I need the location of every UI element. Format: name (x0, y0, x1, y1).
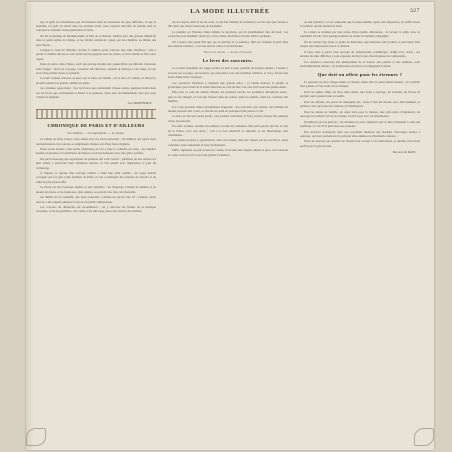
paragraph: La mode est aux fourrures légères et aux dentelles ; les chapeaux s'ornent de plumes et de nœuds de ruban, et les manteaux, plus amples, se portent avec des cols montants. (36, 185, 156, 194)
paragraph: À l'Opéra, la reprise d'un ouvrage célèbre a attiré une salle comble ; les loges étaient occupées par les plus jolies femmes de Paris, et l'on a remarqué des toilettes de velours et de satin du plus grand effet. (36, 171, 156, 184)
paragraph: Dans un autre ordre d'idées, voici un ouvrage destiné aux jeunes filles qui désirent s'instruire sans fatigue : récits de voyages, causeries sur l'histoire, conseils de ménage et de tenue, le tout écrit d'une plume alerte et agréable. (36, 62, 156, 75)
chronicle-heading: CHRONIQUE DE PARIS ET D'AILLEURS (47, 123, 145, 129)
chronicle-subheading: Les théâtres. — Les expositions. — Le monde. (67, 131, 125, 136)
paragraph: Pour les jeunes filles, un livre bien choisi, une boîte à ouvrage, un éventail, un flacon de parfum sont toujours bien accueillis. (300, 89, 420, 99)
paragraph: On ne saurait trop louer ce genre de littérature, qui intéresse sans troubler et qui laisse dans l'esprit une impression douce et durable. (300, 39, 420, 49)
decorative-rule (36, 109, 156, 119)
paragraph: Ce recueil rassemble des pages écrites au jour le jour, pendant de longues années ; l'auteur y raconte ses voyages, ses lectures, ses rencontres avec des hommes célèbres, et l'on y trouve une foule d'anecdotes curieuses. (168, 66, 288, 79)
paragraph: Enfin, signalons un joli recueil de contes, écrit dans une langue simple et pure, où la morale se cache sous le récit et ne lasse jamais l'attention. (168, 148, 288, 157)
magazine-page (26, 2, 434, 450)
paragraph: Nous ne doutons pas qu'elles ne fassent bon accueil à ces indications, et qu'elles n'en tirent profit pour la joie de tous. (300, 139, 420, 148)
author-signature: Baronne de MAIN. (392, 149, 416, 154)
paragraph: Pour les mères de famille, un objet utile pour la maison, une jolie pièce d'argenterie, un ouvrage de broderie fait de nos mains, seront reçus avec reconnaissance. (300, 109, 420, 118)
text-column-3 (300, 20, 420, 440)
magazine-title: LA MODE ILLUSTRÉE (190, 8, 270, 15)
paragraph: Plus loin, ce sont les années d'étude, les premiers succès, les premières déceptions aussi ; puis la vie s'élargit, et l'on suit l'auteur dans les salons, dans les ateliers, dans les coulisses des théâtres. (168, 90, 288, 103)
paragraph: Il y a des portraits d'une ressemblance frappante ; des écrivains, des artistes, des femmes du monde passent tour à tour, et chacun est peint en quelques traits justes et vifs. (168, 104, 288, 113)
paragraph: Les étrennes approchent ; nos lectrices nous demandent chaque année quelques indications sur les livres qui conviennent le mieux à la jeunesse. Nous leur recommandons ceux que nous venons de signaler. (36, 86, 156, 99)
paragraph: Les souvenirs d'enfance y tiennent une grande place ; la vieille maison, le jardin, la grand'mère qui contait de si belles histoires au coin du feu, tout cela revit sous une plume émue. (168, 80, 288, 89)
author-signature: Jean BERTHEROY. (127, 100, 152, 105)
paragraph: que la gaîté ne l'abandonne pas un moment dans les situations les plus difficiles, et que le baptême, tel qu'il est décrit dans les anciens récits, reste toujours une fête de famille dont le souvenir se transmet d'une génération à l'autre. (36, 20, 156, 33)
paragraph: Nous avons assisté à une soirée charmante où l'on a joué la comédie de salon ; les toilettes étaient ravissantes et la maîtresse de maison a fait les honneurs avec une grâce parfaite. (36, 147, 156, 156)
ornament-icon (414, 428, 434, 446)
ornament-icon (26, 428, 46, 446)
paragraph: On y trouve une jeune fille qui, par sa douceur et sa patience, finit par ramener la paix dans une maison troublée ; c'est une lecture saine et réconfortante. (168, 39, 288, 49)
paragraph: Le premier est l'histoire d'une famille de province, qui vit paisiblement loin du bruit ; les caractères sont finement observés, et les scènes d'intérieur ont une vérité touchante. (168, 29, 288, 39)
paragraph: Il nous reste à parler d'un ouvrage de vulgarisation scientifique, rédigé avec clarté ; les notions les plus difficiles y sont exposées de façon que chacun puisse les comprendre. (300, 49, 420, 58)
paragraph: On dit le mariage de Mademoiselle, la fille de la maison, célébré avec une grande simplicité dans la petite église du village, et les invités rentrèrent à pied, par les chemins, au milieu des prés fleuris. (36, 34, 156, 47)
paragraph: Pour les enfants, les jouets ne manquent pas ; mais il faut les choisir avec discernement, et préférer ceux qui exercent l'adresse et l'intelligence. (300, 99, 420, 109)
page-number: 327 (409, 8, 420, 14)
paragraph: On parle beaucoup des expositions de peinture qui vont s'ouvrir ; plusieurs de nos artistes les plus aimés y enverront leurs dernières œuvres, et l'on attend avec impatience le jour du vernissage. (36, 157, 156, 170)
binding-shadow (26, 2, 34, 450)
paragraph: Au théâtre de la Comédie, une pièce nouvelle a obtenu un succès très vif ; l'auteur, jeune encore, a été rappelé plusieurs fois par un public enthousiaste. (36, 195, 156, 204)
text-column-2 (168, 20, 288, 440)
paragraph: N'oublions pas les pauvres ; les étrennes ne sont complètes que si elles s'étendent à ceux qui souffrent, et c'est là le plus beau des présents. (300, 119, 420, 128)
paragraph: Les chapitres consacrés aux phénomènes de la nature, aux plantes et aux animaux, sont particulièrement réussis ; de nombreuses gravures accompagnent le texte. (300, 59, 420, 68)
paragraph: Ce petit volume trouvera sa place sur la table de famille ; on le lira à la veillée, et chacun y prendra plaisir, les grands comme les petits. (36, 76, 156, 85)
masthead (26, 8, 434, 18)
paragraph: Nos lectrices trouveront dans nos prochains numéros des modèles d'ouvrages faciles à exécuter, qui leur permettront de préparer elles-mêmes de charmants cadeaux. (300, 129, 420, 138)
paragraph: La question se pose chaque année, et chaque année elle est aussi embarrassante ; on voudrait faire plaisir, et l'on craint de se tromper. (300, 80, 420, 89)
paragraph: Un autre volume, destiné aux enfants, raconte les aventures d'un petit garçon qui fait le tour de la France avec son oncle ; c'est à la fois instructif et amusant, et les illustrations sont charmantes. (168, 124, 288, 137)
section-heading: Le livre des souvenirs. (202, 58, 254, 64)
section-subtitle: Nouveaux romans. — Livres d'étrennes. (203, 50, 253, 55)
text-column-1 (36, 20, 156, 440)
paragraph: vie de l'esprit, dans la vie du cœur, ce qui fait l'intérêt de l'existence, et l'on sent que l'auteur a mis dans son œuvre beaucoup de lui-même. (168, 20, 288, 29)
paragraph: Les jeunes lecteurs y apprendront, sans s'en douter, bien des choses sur les provinces, leurs coutumes, leurs industries et leurs monuments. (168, 138, 288, 147)
paragraph: La saison de Paris s'ouvre cette année avec un éclat particulier ; les théâtres ont repris leurs représentations et les salons se remplissent chaque soir d'une foule élégante. (36, 137, 156, 146)
paragraph: Ce livre est de ceux qu'on garde ; on y revient volontiers, et l'on y trouve chaque fois quelque chose de nouveau. (168, 114, 288, 123)
section-heading: Que doit-on offrir pour les étrennes ? (317, 72, 403, 78)
paragraph: Lorsque le nom de l'héroïne revient, il semble qu'on retrouve une amie d'enfance ; elle a gardé ce charme discret et cette bonté qui lui gagnent tous les cœurs, et l'on referme le livre avec regret. (36, 48, 156, 61)
paragraph: Les concerts du dimanche ont recommencé ; on y retrouve les fidèles de la musique classique, et les programmes, très variés, font une large place aux œuvres des maîtres. (36, 205, 156, 214)
paragraph: de leur patience, et l'on comprend que la jeune femme, après tant d'épreuves, ait enfin trouvé le bonheur qu'elle méritait si bien. (300, 20, 420, 29)
paragraph: Le roman se termine par une scène d'une grande délicatesse ; le lecteur le quitte avec le sentiment d'avoir vécu quelques heures en bonne et honnête compagnie. (300, 29, 420, 39)
